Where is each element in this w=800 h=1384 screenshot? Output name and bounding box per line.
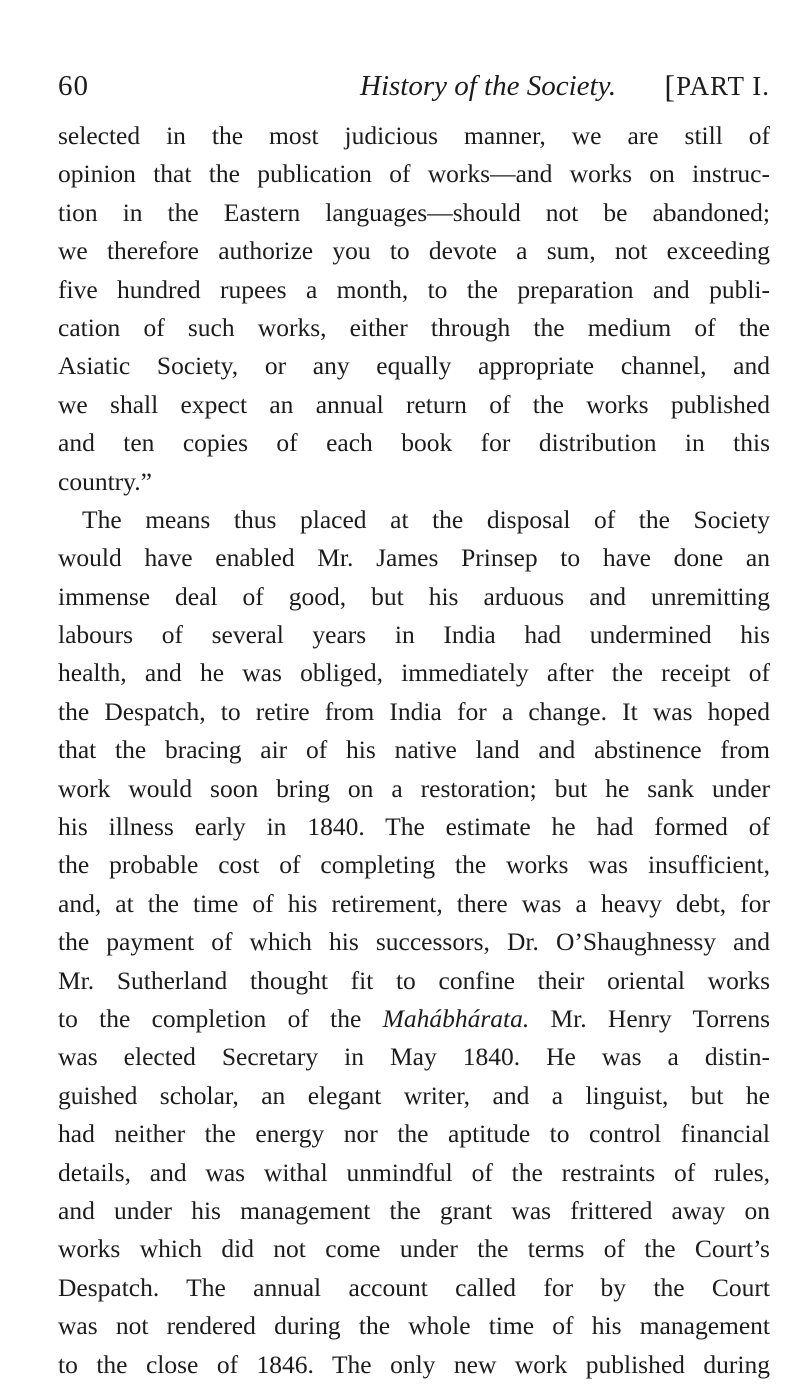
part-label-text: PART I. xyxy=(676,71,770,101)
text-line: details, and was withal unmindful of the restraints of rules, xyxy=(58,1157,770,1187)
part-label xyxy=(664,68,770,105)
running-head xyxy=(58,70,770,114)
text-line: tion in the Eastern languages—should not be abandoned; xyxy=(58,197,770,227)
text-line: the probable cost of completing the works was insufficient, xyxy=(58,850,770,880)
text-line: cation of such works, either through the medium of the xyxy=(58,312,770,342)
text-line: work would soon bring on a restoration; but he sank under xyxy=(58,773,770,803)
text-line: opinion that the publication of works—and works on instruc- xyxy=(58,159,770,189)
text-line: his illness early in 1840. The estimate he had formed of xyxy=(58,812,770,842)
text-line: would have enabled Mr. James Prinsep to have done an xyxy=(58,543,770,573)
text-line: immense deal of good, but his arduous and unremitting xyxy=(58,581,770,611)
text-line: Mr. Sutherland thought fit to confine their oriental works xyxy=(58,965,770,995)
text-line-with-italic xyxy=(58,1000,770,1038)
text-line: we shall expect an annual return of the works published xyxy=(58,389,770,419)
text-line: The means thus placed at the disposal of the Society xyxy=(82,504,770,534)
text-line: the payment of which his successors, Dr. O’Shaughnessy and xyxy=(58,927,770,957)
text-line: was not rendered during the whole time of his management xyxy=(58,1311,770,1341)
text-line: and under his management the grant was frittered away on xyxy=(58,1195,770,1225)
running-title: History of the Society. xyxy=(360,70,617,102)
text-line: and, at the time of his retirement, there was a heavy debt, for xyxy=(58,888,770,918)
part-label-bracket: [ xyxy=(664,68,677,104)
text-line: that the bracing air of his native land and abstinence from xyxy=(58,735,770,765)
text-line: works which did not come under the terms of the Court’s xyxy=(58,1234,770,1264)
book-title-italic: Mahábhárata. xyxy=(382,1003,530,1033)
text-line: to the close of 1846. The only new work published during xyxy=(58,1349,770,1379)
text-line: we therefore authorize you to devote a sum, not exceeding xyxy=(58,236,770,266)
text-line: the Despatch, to retire from India for a change. It was hoped xyxy=(58,696,770,726)
page-number: 60 xyxy=(58,70,89,102)
text-line: selected in the most judicious manner, we are still of xyxy=(58,121,770,150)
text-line: guished scholar, an elegant writer, and a linguist, but he xyxy=(58,1080,770,1110)
text-segment: Mr. Henry Torrens xyxy=(529,1003,771,1033)
text-line: Asiatic Society, or any equally appropriate channel, and xyxy=(58,351,770,381)
text-line: five hundred rupees a month, to the preparation and publi- xyxy=(58,274,770,304)
text-line: health, and he was obliged, immediately after the receipt of xyxy=(58,658,770,688)
text-line: and ten copies of each book for distribution in this xyxy=(58,428,770,458)
text-line: country.” xyxy=(58,466,152,496)
text-line: was elected Secretary in May 1840. He was a distin- xyxy=(58,1042,770,1072)
body-text xyxy=(58,117,770,1384)
text-line: Despatch. The annual account called for by the Court xyxy=(58,1272,770,1302)
text-line: had neither the energy nor the aptitude to control financial xyxy=(58,1119,770,1149)
text-segment: to the completion of the xyxy=(58,1003,383,1033)
text-line: labours of several years in India had undermined his xyxy=(58,620,770,650)
